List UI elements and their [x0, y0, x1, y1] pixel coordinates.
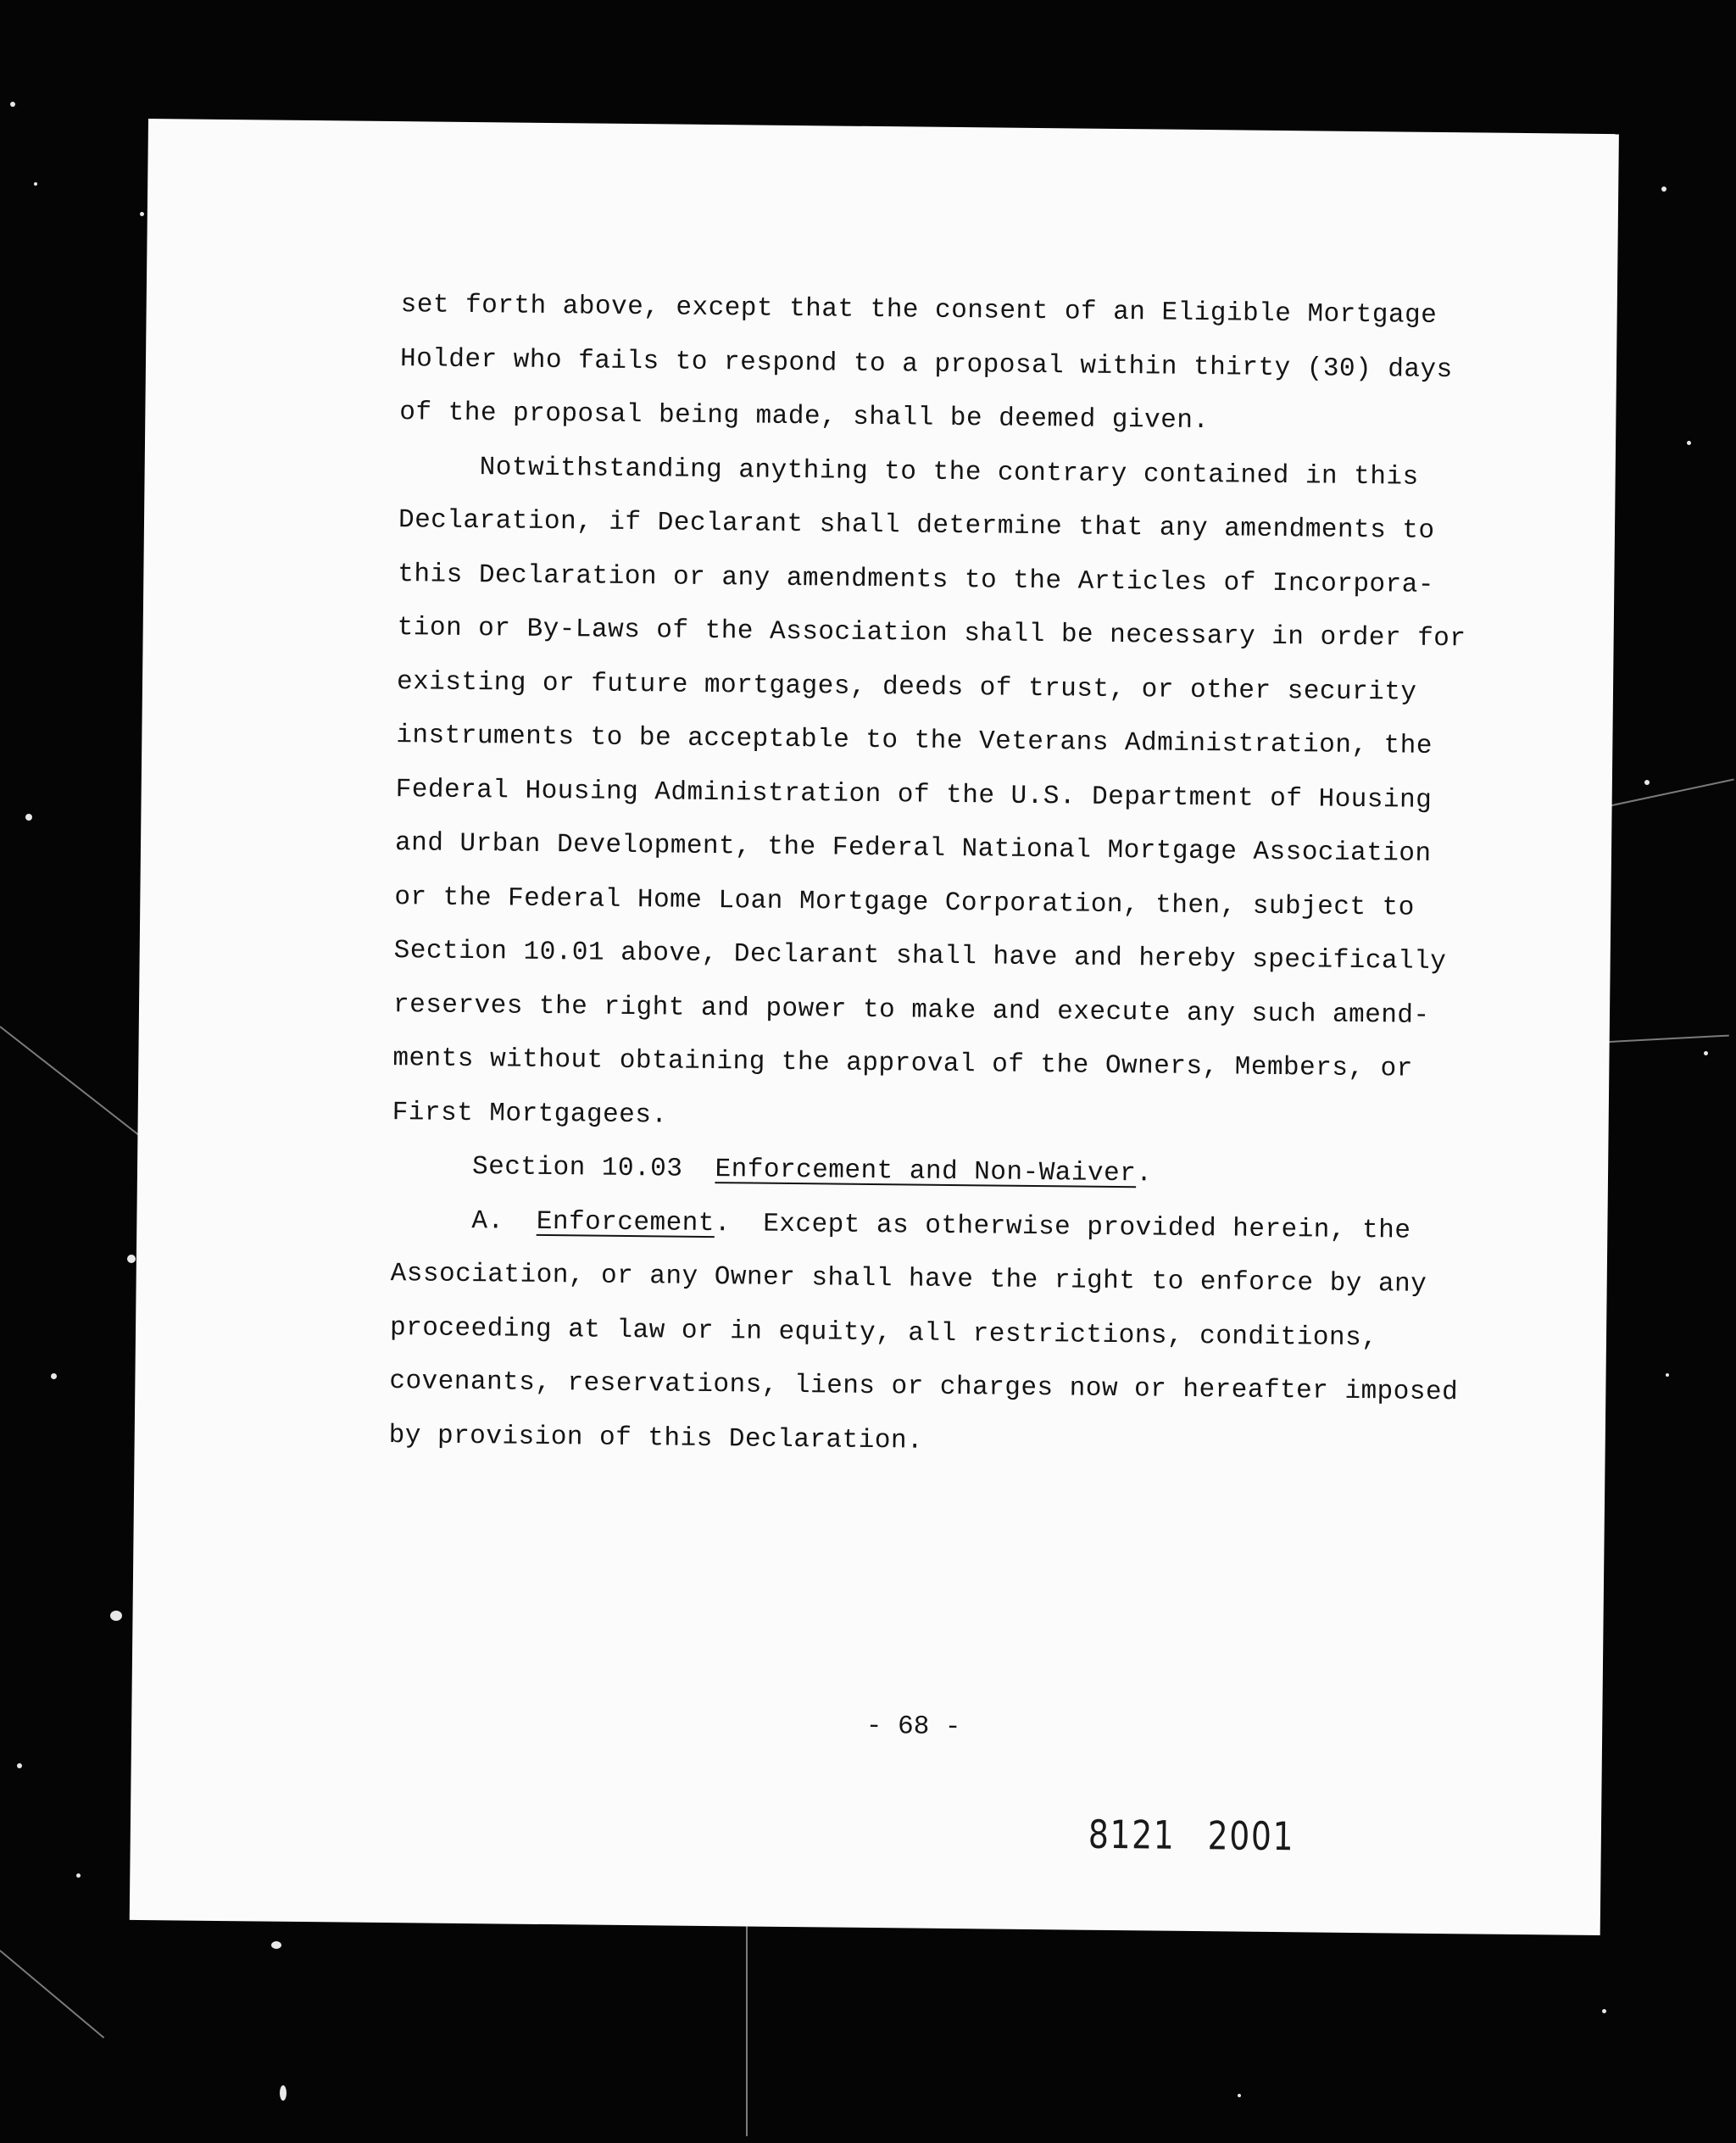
document-stamp-number: 8121 2001 [1088, 1811, 1295, 1860]
section-title: Enforcement and Non-Waiver [715, 1155, 1137, 1189]
text-line: reserves the right and power to make and execute any such amend- [392, 989, 1430, 1031]
text-line: proceeding at law or in equity, all restrictions, conditions, [389, 1312, 1378, 1353]
scan-speck [140, 212, 144, 216]
text-line: tion or By-Laws of the Association shall be necessary in order for [397, 613, 1466, 654]
scan-speck [1602, 2009, 1606, 2013]
subsection-label: A. [471, 1205, 504, 1236]
text-line: Declaration, if Declarant shall determine that any amendments to [398, 505, 1435, 546]
subsection-a [388, 1194, 1459, 1473]
scan-speck [25, 814, 32, 821]
subsection-title: Enforcement [536, 1206, 715, 1238]
text-line: by provision of this Declaration. [388, 1420, 924, 1456]
scan-speck [1661, 186, 1666, 192]
body-text [388, 278, 1466, 1473]
scan-speck [1666, 1373, 1669, 1377]
paragraph-amendments [392, 440, 1466, 1150]
scan-speck [76, 1873, 81, 1878]
scan-speck [17, 1763, 22, 1768]
subsection-title-end: . [714, 1208, 732, 1238]
page-number: - 68 - [865, 1711, 961, 1743]
text-line: Association, or any Owner shall have the right to enforce by any [390, 1259, 1427, 1300]
section-heading [392, 1139, 1427, 1204]
scan-speck [10, 102, 15, 107]
text-line: or the Federal Home Loan Mortgage Corporation, then, subject to [394, 882, 1416, 923]
text-line: Section 10.01 above, Declarant shall have and hereby specifically [393, 936, 1447, 977]
document-page [130, 119, 1619, 1935]
scan-speck [1644, 780, 1650, 785]
scan-speck [271, 1941, 281, 1949]
scan-speck [34, 182, 37, 186]
scan-scratch [746, 1924, 748, 2136]
text-line: ments without obtaining the approval of the Owners, Members, or [392, 1044, 1414, 1084]
scan-speck [110, 1611, 122, 1621]
scan-speck [280, 2085, 287, 2101]
scan-speck [51, 1373, 57, 1379]
subsection-first-line-rest: Except as otherwise provided herein, the [763, 1209, 1411, 1246]
scan-scratch [0, 1950, 104, 2038]
text-line: instruments to be acceptable to the Veterans Administration, the [396, 721, 1433, 761]
scan-speck [1687, 441, 1691, 445]
text-line: set forth above, except that the consent of an Eligible Mortgage [400, 290, 1438, 331]
paragraph-continued [399, 278, 1453, 450]
text-line: First Mortgagees. [392, 1097, 668, 1130]
scan-speck [1704, 1051, 1708, 1055]
text-line: covenants, reservations, liens or charges now or hereafter imposed [389, 1367, 1459, 1408]
text-line: Holder who fails to respond to a proposal within thirty (30) days [399, 343, 1453, 385]
text-line: Notwithstanding anything to the contrary contained in this [479, 452, 1419, 493]
text-line: Federal Housing Administration of the U.S. Department of Housing [395, 774, 1433, 815]
section-number: Section 10.03 [471, 1152, 683, 1184]
text-line: of the proposal being made, shall be deemed given. [399, 398, 1210, 437]
text-line: this Declaration or any amendments to the Articles of Incorpora- [398, 559, 1435, 600]
text-line: existing or future mortgages, deeds of trust, or other security [396, 666, 1417, 708]
scan-speck [127, 1255, 136, 1263]
text-line: and Urban Development, the Federal National Mortgage Association [394, 828, 1432, 869]
section-title-end: . [1136, 1159, 1153, 1189]
scan-speck [1238, 2094, 1241, 2097]
